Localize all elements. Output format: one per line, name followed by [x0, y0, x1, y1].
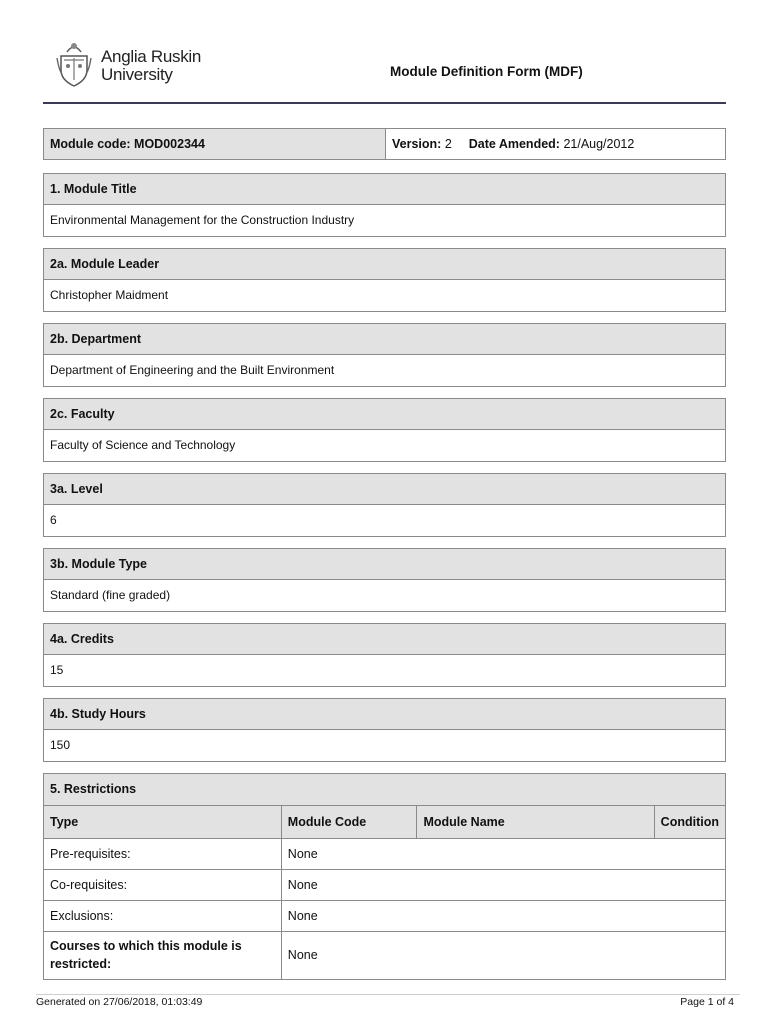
restrictions-table: [44, 806, 725, 979]
row-code: None: [281, 869, 725, 900]
module-code-label: Module code:: [50, 137, 131, 151]
page-number: Page 1 of 4: [680, 996, 734, 1008]
section-value: 6: [50, 513, 57, 527]
row-code: None: [281, 900, 725, 931]
date-amended-value: 21/Aug/2012: [563, 137, 635, 151]
generated-timestamp: Generated on 27/06/2018, 01:03:49: [36, 996, 203, 1008]
logo-line1: Anglia Ruskin: [101, 47, 202, 66]
section-value: 150: [50, 738, 71, 752]
section-value: 15: [50, 663, 64, 677]
version-date-cell: [386, 129, 725, 159]
university-logo: [55, 40, 225, 90]
section-module-type: [43, 548, 726, 612]
section-value: Christopher Maidment: [50, 288, 169, 302]
section-heading: 3a. Level: [44, 474, 725, 505]
section-heading: 1. Module Title: [44, 174, 725, 205]
university-crest-icon: [55, 40, 93, 88]
section-restrictions: [43, 773, 726, 980]
header-divider: [43, 102, 726, 104]
version-value: 2: [444, 137, 452, 151]
section-module-title: [43, 173, 726, 237]
section-module-leader: [43, 248, 726, 312]
date-amended-label: Date Amended:: [468, 137, 560, 151]
row-type: Courses to which this module is restricted:: [44, 931, 281, 979]
module-code-value: MOD002344: [134, 137, 205, 151]
version-label: Version:: [392, 137, 442, 151]
table-header-row: [44, 806, 725, 838]
section-department: [43, 323, 726, 387]
footer-divider: [36, 994, 740, 995]
section-heading: 2a. Module Leader: [44, 249, 725, 280]
section-value: Standard (fine graded): [50, 588, 171, 602]
row-type: Exclusions:: [44, 900, 281, 931]
form-title: Module Definition Form (MDF): [390, 64, 583, 79]
table-row: [44, 838, 725, 869]
section-heading: 2c. Faculty: [44, 399, 725, 430]
section-heading: 5. Restrictions: [44, 774, 725, 806]
section-value: Environmental Management for the Construction Industry: [50, 213, 355, 227]
section-heading: 2b. Department: [44, 324, 725, 355]
section-heading: 3b. Module Type: [44, 549, 725, 580]
column-header-module-name: Module Name: [417, 806, 654, 838]
table-row: [44, 931, 725, 979]
section-heading: 4a. Credits: [44, 624, 725, 655]
section-heading: 4b. Study Hours: [44, 699, 725, 730]
column-header-condition: Condition: [654, 806, 725, 838]
row-type: Pre-requisites:: [44, 838, 281, 869]
row-code: None: [281, 838, 725, 869]
section-credits: [43, 623, 726, 687]
table-row: [44, 900, 725, 931]
section-faculty: [43, 398, 726, 462]
module-meta-row: [43, 128, 726, 160]
section-value: Department of Engineering and the Built Environment: [50, 363, 335, 377]
table-row: [44, 869, 725, 900]
section-value: Faculty of Science and Technology: [50, 438, 236, 452]
logo-line2: University: [101, 65, 173, 84]
section-level: [43, 473, 726, 537]
column-header-type: Type: [44, 806, 281, 838]
row-type: Co-requisites:: [44, 869, 281, 900]
module-code-cell: [44, 129, 386, 159]
section-study-hours: [43, 698, 726, 762]
column-header-module-code: Module Code: [281, 806, 417, 838]
row-code: None: [281, 931, 725, 979]
